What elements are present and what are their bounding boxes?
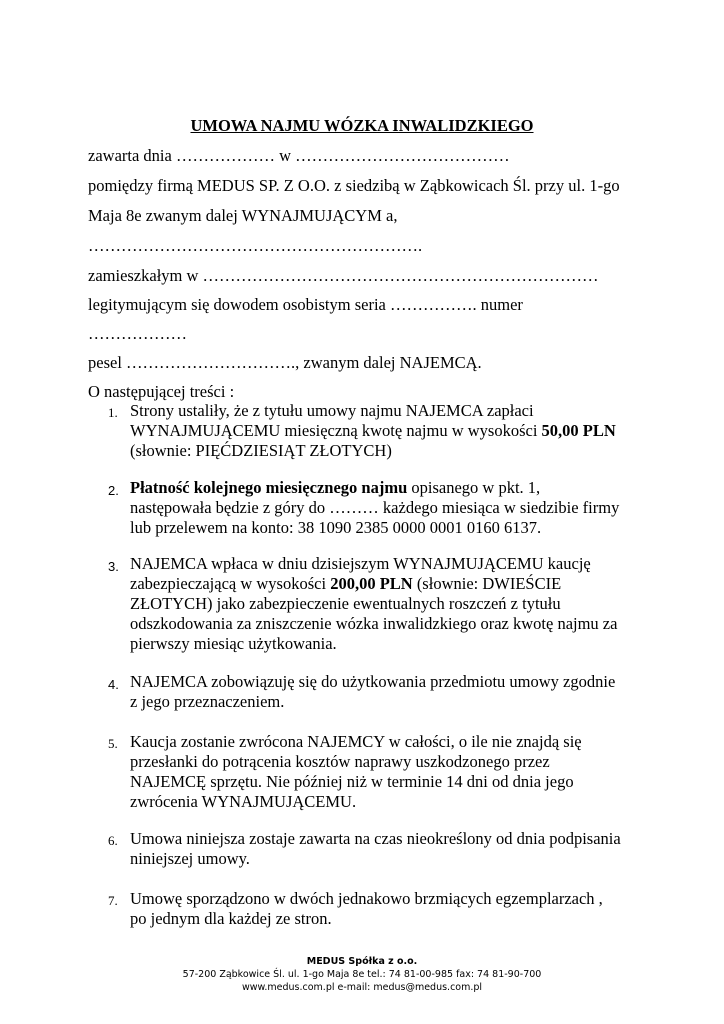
intro-line-lessor: Maja 8e zwanym dalej WYNAJMUJĄCYM a, xyxy=(88,206,398,225)
intro-line-id-series: legitymującym się dowodem osobistym seria ……………. numer xyxy=(88,295,523,314)
clause-text-line: Kaucja zostanie zwrócona NAJEMCY w całości, o ile nie znajdą się xyxy=(130,732,582,751)
clause-text-line: NAJEMCĘ sprzętu. Nie później niż w terminie 14 dni od dnia jego xyxy=(130,772,574,791)
clause-text-line: Umowa niniejsza zostaje zawarta na czas nieokreślony od dnia podpisania xyxy=(130,829,621,848)
intro-line-address: zamieszkałym w ……………………………………………………………… xyxy=(88,266,599,285)
clause-4 xyxy=(108,672,668,712)
rent-amount: 50,00 PLN xyxy=(541,421,616,440)
footer-address: 57-200 Ząbkowice Śl. ul. 1-go Maja 8e tel.: 74 81-00-985 fax: 74 81-90-700 xyxy=(182,969,542,980)
clause-2 xyxy=(108,478,668,538)
clause-number: 4. xyxy=(108,677,119,692)
clause-5 xyxy=(108,732,668,812)
footer xyxy=(0,955,724,994)
clause-text-line: po jednym dla każdej ze stron. xyxy=(130,909,332,928)
clause-text-line: ZŁOTYCH) jako zabezpieczenie ewentualnych roszczeń z tytułu xyxy=(130,594,561,613)
clause-text-line: lub przelewem na konto: 38 1090 2385 0000 0001 0160 6137. xyxy=(130,518,542,537)
clause-text-line: przesłanki do potrącenia kosztów naprawy uszkodzonego przez xyxy=(130,752,550,771)
clause-text-line: Strony ustaliły, że z tytułu umowy najmu NAJEMCA zapłaci xyxy=(130,401,534,420)
clause-text-line: Płatność kolejnego miesięcznego najmu opisanego w pkt. 1, xyxy=(130,478,541,497)
clause-text-line: zabezpieczającą w wysokości 200,00 PLN (słownie: DWIEŚCIE xyxy=(130,574,562,593)
clause-text-line: odszkodowania za zniszczenie wózka inwalidzkiego oraz kwotę najmu za xyxy=(130,614,618,633)
intro-line-pesel: pesel …………………………., zwanym dalej NAJEMCĄ. xyxy=(88,353,482,372)
clause-text-line: Umowę sporządzono w dwóch jednakowo brzmiących egzemplarzach , xyxy=(130,889,603,908)
clause-1 xyxy=(108,401,668,461)
clause-text-line: następowała będzie z góry do ……… każdego miesiąca w siedzibie firmy xyxy=(130,498,620,517)
clause-number: 2. xyxy=(108,483,119,498)
clause-text-line: (słownie: PIĘĆDZIESIĄT ZŁOTYCH) xyxy=(130,441,392,460)
clause-3 xyxy=(108,554,668,654)
document-title: UMOWA NAJMU WÓZKA INWALIDZKIEGO xyxy=(190,116,534,135)
clause-6 xyxy=(108,829,668,869)
clause-number: 6. xyxy=(108,833,118,848)
footer-company: MEDUS Spółka z o.o. xyxy=(306,956,418,967)
clause-text-line: pierwszy miesiąc użytkowania. xyxy=(130,634,337,653)
clause-text-line: z jego przeznaczeniem. xyxy=(130,692,285,711)
clause-number: 7. xyxy=(108,893,118,908)
clause-number: 3. xyxy=(108,559,119,574)
intro-line-content: O następującej treści : xyxy=(88,382,235,401)
clause-number: 1. xyxy=(108,405,118,420)
intro-line-parties: pomiędzy firmą MEDUS SP. Z O.O. z siedzibą w Ząbkowicach Śl. przy ul. 1-go xyxy=(88,176,620,195)
clause-text-line: WYNAJMUJĄCEMU miesięczną kwotę najmu w wysokości 50,00 PLN xyxy=(130,421,616,440)
clause-number: 5. xyxy=(108,736,118,751)
intro-line-id-number: ……………… xyxy=(88,324,187,343)
clause-text-line: NAJEMCA wpłaca w dniu dzisiejszym WYNAJMUJĄCEMU kaucję xyxy=(130,554,591,573)
clause-text-line: zwrócenia WYNAJMUJĄCEMU. xyxy=(130,792,357,811)
intro-line-blank: ……………………………………………………. xyxy=(88,236,423,255)
deposit-amount: 200,00 PLN xyxy=(330,574,413,593)
clause-text-line: niniejszej umowy. xyxy=(130,849,250,868)
clause-text-line: NAJEMCA zobowiązuję się do użytkowania przedmiotu umowy zgodnie xyxy=(130,672,616,691)
footer-contact: www.medus.com.pl e-mail: medus@medus.com.pl xyxy=(241,982,483,993)
clause-7 xyxy=(108,889,668,929)
intro-line-date: zawarta dnia ……………… w ………………………………… xyxy=(88,146,510,165)
